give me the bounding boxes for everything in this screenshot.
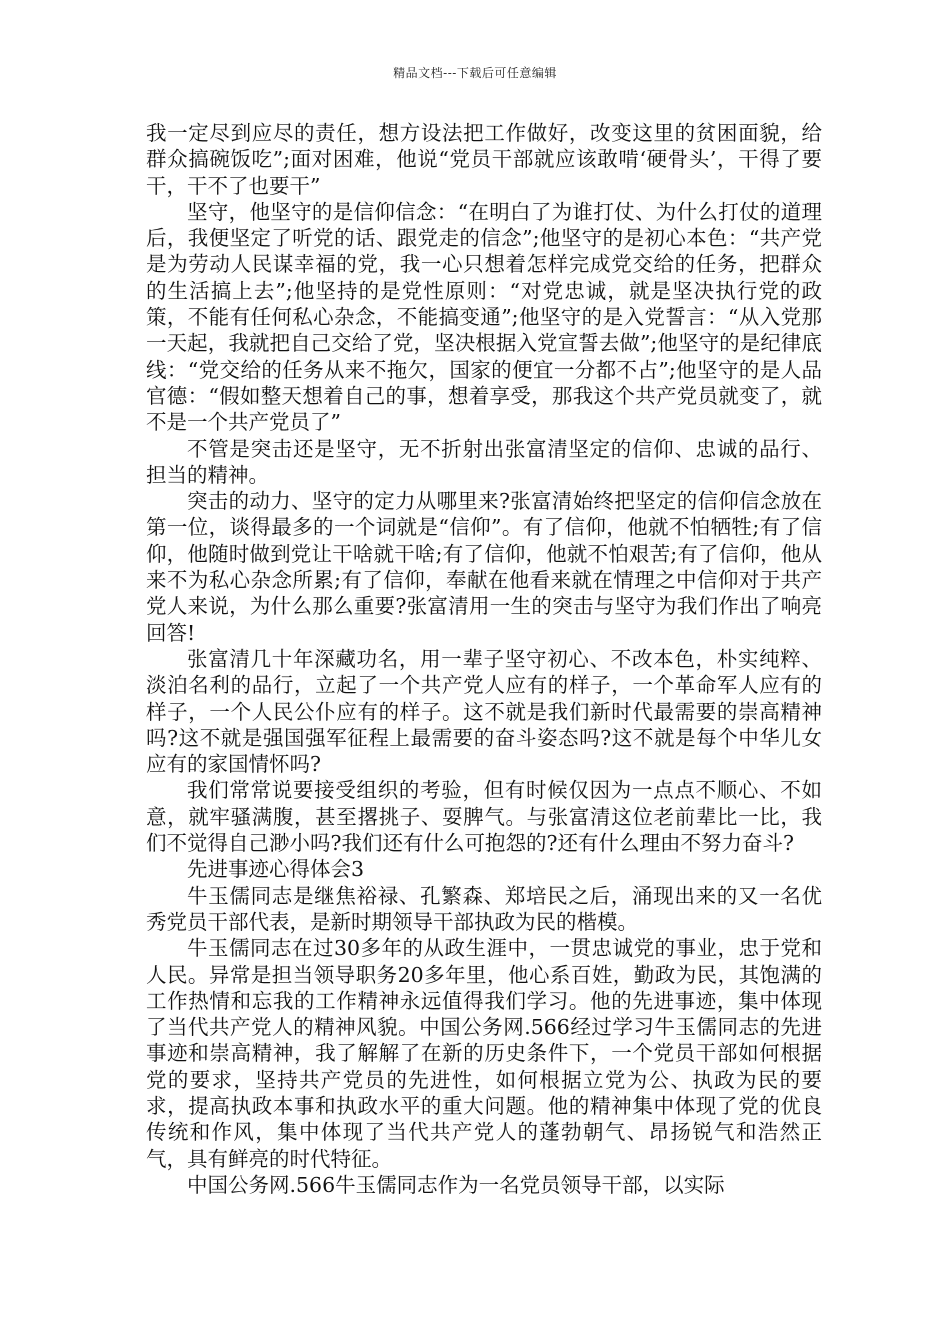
paragraph-example: 张富清几十年深藏功名，用一辈子坚守初心、不改本色，朴实纯粹、淡泊名利的品行，立起了一个共产党人应有的样子，一个革命军人应有的样子，一个人民公仆应有的样子。这不就是我们新时代最需要的崇高精神吗?这不就是强国强军征程上最需要的奋斗姿态吗?这不就是每个中华儿女应有的家国情怀吗?: [146, 646, 822, 777]
paragraph-faith: 突击的动力、坚守的定力从哪里来?张富清始终把坚定的信仰信念放在第一位，谈得最多的一个词就是“信仰”。有了信仰，他就不怕牺牲;有了信仰，他随时做到党让干啥就干啥;有了信仰，他就不怕艰苦;有了信仰，他从来不为私心杂念所累;有了信仰，奉献在他看来就在情理之中信仰对于共产党人来说，为什么那么重要?张富清用一生的突击与坚守为我们作出了响亮回答!: [146, 489, 822, 645]
page-header: 精品文档---下载后可任意编辑: [393, 66, 557, 80]
paragraph-reflection: 我们常常说要接受组织的考验，但有时候仅因为一点点不顺心、不如意，就牢骚满腹，甚至撂挑子、耍脾气。与张富清这位老前辈比一比，我们不觉得自己渺小吗?我们还有什么可抱怨的?还有什么理由不努力奋斗?: [146, 778, 822, 856]
section-heading: 先进事迹心得体会3: [187, 857, 365, 882]
paragraph-niu-continued: 中国公务网.566牛玉儒同志作为一名党员领导干部，以实际: [187, 1172, 725, 1197]
paragraph-niu-intro: 牛玉儒同志是继焦裕禄、孔繁森、郑培民之后，涌现出来的又一名优秀党员干部代表，是新时期领导干部执政为民的楷模。: [146, 883, 822, 934]
paragraph-summary: 不管是突击还是坚守，无不折射出张富清坚定的信仰、忠诚的品行、担当的精神。: [146, 436, 822, 487]
document-body: [146, 120, 822, 1198]
paragraph-niu-career: 牛玉儒同志在过30多年的从政生涯中，一贯忠诚党的事业，忠于党和人民。异常是担当领导职务20多年里，他心系百姓，勤政为民，其饱满的工作热情和忘我的工作精神永远值得我们学习。他的先进事迹，集中体现了当代共产党人的精神风貌。中国公务网.566经过学习牛玉儒同志的先进事迹和崇高精神，我了解解了在新的历史条件下，一个党员干部如何根据党的要求，坚持共产党员的先进性，如何根据立党为公、执政为民的要求，提高执政本事和执政水平的重大问题。他的精神集中体现了党的优良传统和作风，集中体现了当代共产党人的蓬勃朝气、昂扬锐气和浩然正气，具有鲜亮的时代特征。: [146, 936, 822, 1171]
paragraph-jianshou: 坚守，他坚守的是信仰信念：“在明白了为谁打仗、为什么打仗的道理后，我便坚定了听党的话、跟党走的信念”;他坚守的是初心本色：“共产党是为劳动人民谋幸福的党，我一心只想着怎样完成党交给的任务，把群众的生活搞上去”;他坚持的是党性原则：“对党忠诚，就是坚决执行党的政策，不能有任何私心杂念，不能搞变通”;他坚守的是入党誓言：“从入党那一天起，我就把自己交给了党，坚决根据入党宣誓去做”;他坚守的是纪律底线：“党交给的任务从来不拖欠，国家的便宜一分都不占”;他坚守的是人品官德：“假如整天想着自己的事，想着享受，那我这个共产党员就变了，就不是一个共产党员了”: [146, 199, 822, 435]
paragraph-continued: 我一定尽到应尽的责任，想方设法把工作做好，改变这里的贫困面貌，给群众搞碗饭吃”;面对困难，他说“党员干部就应该敢啃‘硬骨头’，干得了要干，干不了也要干”: [146, 121, 822, 198]
